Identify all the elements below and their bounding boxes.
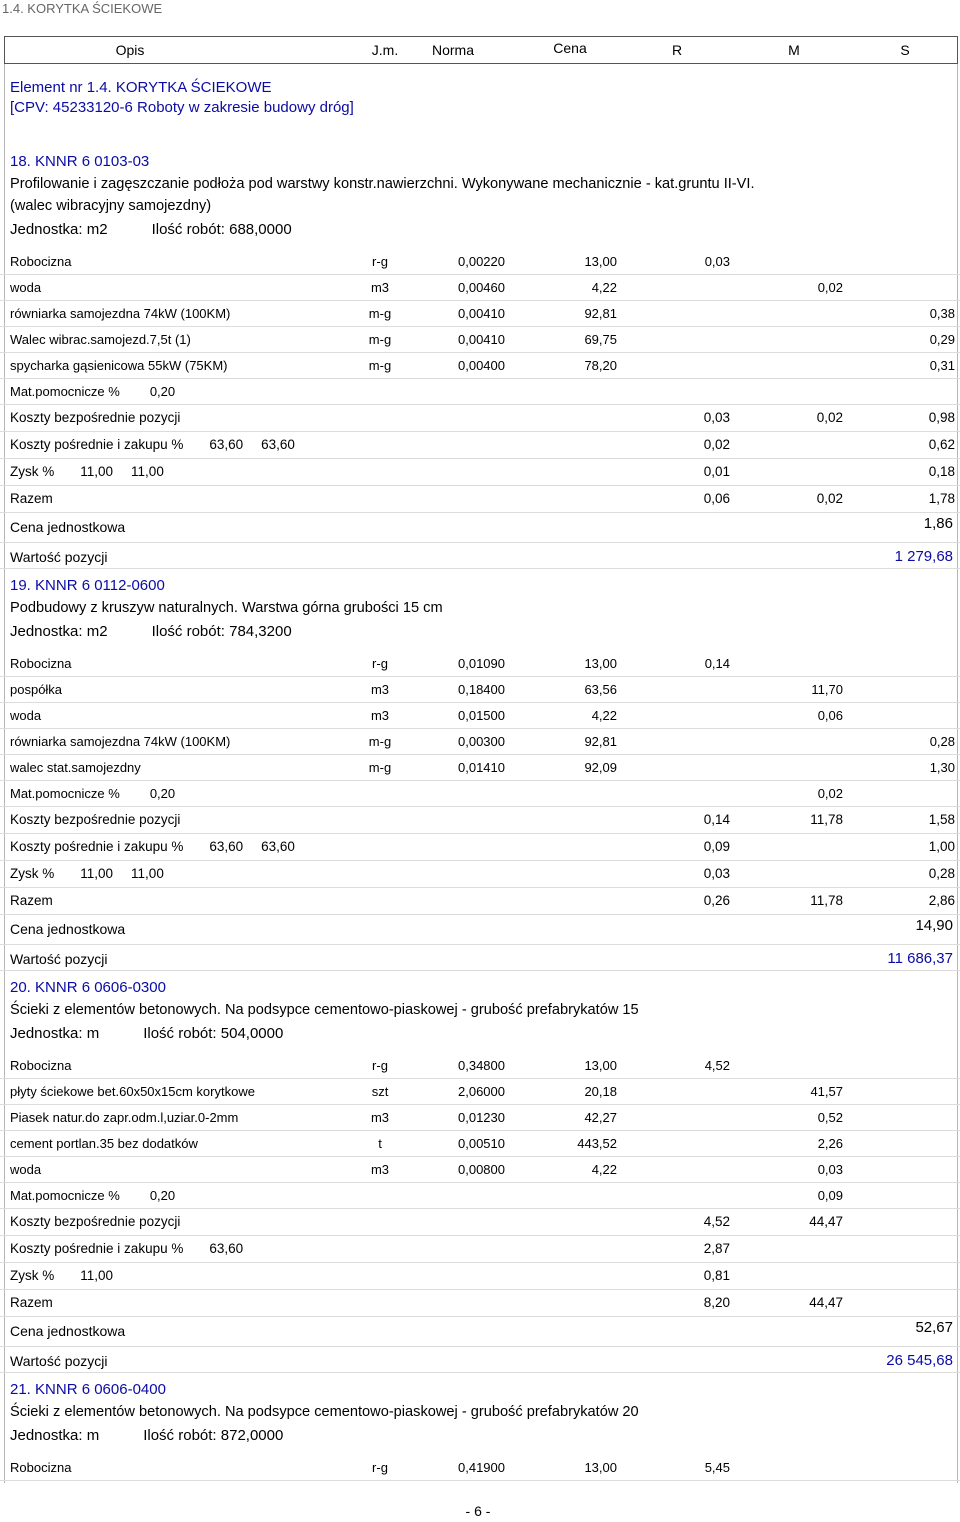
cost-equipment-s: 0,31 (929, 358, 955, 373)
auxiliary-materials-row (0, 1183, 960, 1209)
resource-price: 443,52 (577, 1136, 617, 1151)
resource-name: równiarka samojezdna 74kW (100KM) (10, 734, 231, 749)
resource-row (0, 651, 960, 677)
position-header: 18. KNNR 6 0103-03 (10, 153, 150, 170)
summary-percent: 63,60 (209, 839, 244, 854)
resource-norm: 0,00410 (458, 306, 505, 321)
position-description: Podbudowy z kruszyw naturalnych. Warstwa górna grubości 15 cm (10, 600, 443, 616)
unit-price-value: 52,67 (915, 1319, 953, 1336)
cost-labor-r: 4,52 (704, 1058, 730, 1073)
column-header-jm: J.m. (371, 42, 399, 58)
unit-price-label: Cena jednostkowa (10, 1323, 126, 1339)
position-total-label: Wartość pozycji (10, 951, 108, 967)
unit-price-label: Cena jednostkowa (10, 921, 126, 937)
cost-equipment-s: 0,28 (928, 866, 955, 881)
column-header-norma: Norma (431, 42, 474, 58)
resource-row (0, 755, 960, 781)
position-total-label: Wartość pozycji (10, 1353, 108, 1369)
cost-equipment-s: 1,00 (928, 839, 955, 854)
auxiliary-materials-row (0, 379, 960, 405)
resource-name: walec stat.samojezdny (10, 760, 141, 775)
unit-price-row (0, 1317, 960, 1347)
resource-name: płyty ściekowe bet.60x50x15cm korytkowe (10, 1084, 255, 1099)
resource-name: Walec wibrac.samojezd.7,5t (1) (10, 332, 191, 347)
resource-name: Robocizna (10, 254, 72, 269)
summary-label-group (10, 432, 295, 458)
positions-list (0, 150, 960, 1481)
resource-price: 4,22 (591, 708, 617, 723)
position-description: Profilowanie i zagęszczanie podłoża pod warstwy konstr.nawierzchni. Wykonywane mechanicznie - kat.gruntu II-VI. (10, 176, 755, 192)
unit-price-label: Cena jednostkowa (10, 519, 126, 535)
element-title: Element nr 1.4. KORYTKA ŚCIEKOWE (10, 79, 272, 96)
resource-unit: r-g (372, 1058, 388, 1073)
summary-row (0, 807, 960, 834)
cost-material-m: 44,47 (809, 1214, 843, 1229)
summary-percent: 63,60 (209, 1241, 244, 1256)
position-header: 19. KNNR 6 0112-0600 (10, 577, 165, 594)
position-total-value: 11 686,37 (887, 950, 953, 967)
cost-equipment-s: 0,98 (928, 410, 955, 425)
resource-row (0, 729, 960, 755)
summary-label: Razem (10, 491, 53, 506)
cost-material-m: 0,03 (817, 1162, 843, 1177)
summary-label-group (10, 807, 180, 833)
summary-label: Razem (10, 893, 53, 908)
summary-row (0, 432, 960, 459)
resource-row (0, 1455, 960, 1481)
auxiliary-materials-label-group (10, 781, 175, 807)
summary-label: Koszty pośrednie i zakupu % (10, 437, 184, 452)
summary-label: Zysk % (10, 866, 55, 881)
unit-price-row (0, 513, 960, 543)
resource-price: 78,20 (584, 358, 617, 373)
summary-percent: 11,00 (80, 866, 114, 881)
resource-norm: 0,00220 (458, 254, 505, 269)
cost-equipment-s: 0,18 (928, 464, 955, 479)
cost-labor-r: 5,45 (704, 1460, 730, 1475)
unit-label: Jednostka: m (10, 1427, 100, 1444)
resource-norm: 0,01090 (458, 656, 505, 671)
resource-row (0, 1053, 960, 1079)
summary-percent: 11,00 (80, 464, 114, 479)
resource-row (0, 677, 960, 703)
cost-labor-r: 8,20 (703, 1295, 730, 1310)
summary-label-group (10, 861, 164, 887)
unit-price-row (0, 915, 960, 945)
position-total-value: 26 545,68 (886, 1352, 953, 1369)
resource-unit: m-g (368, 306, 392, 321)
resource-price: 63,56 (584, 682, 617, 697)
position-description: Ścieki z elementów betonowych. Na podsypce cementowo-piaskowej - grubość prefabrykatów 15 (10, 1002, 639, 1018)
resource-price: 92,81 (584, 734, 617, 749)
auxiliary-materials-row (0, 781, 960, 807)
unit-label: Jednostka: m2 (10, 623, 108, 640)
quantity-label: Ilość robót: 688,0000 (151, 221, 292, 238)
column-header-cena: Cena (553, 40, 587, 56)
page-title: 1.4. KORYTKA ŚCIEKOWE (2, 1, 163, 16)
resource-norm: 0,18400 (458, 682, 505, 697)
summary-label-group (10, 834, 295, 860)
cost-material-m: 0,52 (817, 1110, 843, 1125)
resource-name: spycharka gąsienicowa 55kW (75KM) (10, 358, 228, 373)
summary-label-group (10, 1290, 53, 1316)
resource-price: 13,00 (584, 656, 617, 671)
resource-norm: 0,00410 (458, 332, 505, 347)
summary-label-group (10, 888, 53, 914)
position-unit-row (0, 1021, 960, 1047)
resource-price: 13,00 (584, 254, 617, 269)
column-header-m: M (788, 42, 800, 58)
resource-unit: m3 (370, 1110, 390, 1125)
cost-material-m: 0,02 (816, 410, 843, 425)
unit-price-value: 14,90 (915, 917, 953, 934)
resource-name: Robocizna (10, 1460, 72, 1475)
cost-equipment-s: 0,38 (929, 306, 955, 321)
auxiliary-materials-label: Mat.pomocnicze % (10, 1188, 120, 1203)
resource-price: 69,75 (584, 332, 617, 347)
resource-price: 13,00 (584, 1460, 617, 1475)
cost-material-m: 11,78 (810, 893, 843, 908)
summary-percent: 11,00 (80, 1268, 114, 1283)
resource-price: 92,81 (584, 306, 617, 321)
resource-price: 42,27 (584, 1110, 617, 1125)
summary-percent: 11,00 (131, 866, 164, 881)
cost-equipment-s: 0,62 (928, 437, 955, 452)
summary-percent: 63,60 (261, 437, 295, 452)
resource-row (0, 275, 960, 301)
resource-norm: 0,00300 (458, 734, 505, 749)
position-header: 21. KNNR 6 0606-0400 (10, 1381, 166, 1398)
position-block (0, 1378, 960, 1481)
cost-labor-r: 4,52 (703, 1214, 730, 1229)
resource-row (0, 1105, 960, 1131)
summary-percent: 11,00 (131, 464, 164, 479)
summary-label-group (10, 405, 180, 431)
cost-material-m: 0,06 (817, 708, 843, 723)
summary-row (0, 834, 960, 861)
auxiliary-materials-percent: 0,20 (149, 786, 176, 801)
summary-percent: 63,60 (261, 839, 295, 854)
position-header: 20. KNNR 6 0606-0300 (10, 979, 166, 996)
position-total-row (0, 1347, 960, 1373)
resource-norm: 0,01500 (458, 708, 505, 723)
quantity-label: Ilość robót: 504,0000 (143, 1025, 284, 1042)
cost-labor-r: 0,09 (703, 839, 730, 854)
unit-label: Jednostka: m2 (10, 221, 108, 238)
cost-equipment-s: 1,30 (929, 760, 955, 775)
cost-equipment-s: 1,78 (928, 491, 955, 506)
cost-labor-r: 0,26 (703, 893, 730, 908)
resource-name: woda (10, 1162, 42, 1177)
resource-unit: r-g (372, 1460, 388, 1475)
cost-material-m: 44,47 (809, 1295, 843, 1310)
resource-unit: m-g (368, 358, 392, 373)
position-description: Ścieki z elementów betonowych. Na podsypce cementowo-piaskowej - grubość prefabrykatów 20 (10, 1404, 639, 1420)
cost-material-m: 11,78 (810, 812, 843, 827)
position-total-row (0, 945, 960, 971)
cost-labor-r: 0,03 (704, 254, 730, 269)
position-block (0, 976, 960, 1373)
summary-label: Razem (10, 1295, 53, 1310)
resource-unit: m-g (368, 760, 392, 775)
resource-unit: m-g (368, 332, 392, 347)
resource-unit: m-g (368, 734, 392, 749)
cost-labor-r: 2,87 (703, 1241, 730, 1256)
resource-row (0, 249, 960, 275)
resource-row (0, 301, 960, 327)
summary-row (0, 1236, 960, 1263)
element-cpv: [CPV: 45233120-6 Roboty w zakresie budowy dróg] (10, 99, 354, 116)
cost-material-m: 0,02 (817, 280, 843, 295)
column-header-opis: Opis (115, 42, 145, 58)
resource-unit: r-g (372, 656, 388, 671)
summary-row (0, 459, 960, 486)
resource-price: 20,18 (584, 1084, 617, 1099)
position-total-row (0, 543, 960, 569)
summary-label: Koszty bezpośrednie pozycji (10, 812, 181, 827)
summary-label-group (10, 1209, 180, 1235)
summary-label: Koszty pośrednie i zakupu % (10, 839, 184, 854)
cost-material-m: 0,09 (817, 1188, 843, 1203)
cost-material-m: 11,70 (811, 682, 843, 697)
resource-unit: szt (371, 1084, 389, 1099)
column-header-row (4, 36, 958, 64)
summary-row (0, 861, 960, 888)
quantity-label: Ilość robót: 872,0000 (143, 1427, 284, 1444)
summary-row (0, 1209, 960, 1236)
summary-label: Zysk % (10, 1268, 55, 1283)
resource-norm: 0,00460 (458, 280, 505, 295)
resource-unit: m3 (370, 682, 390, 697)
position-unit-row (0, 217, 960, 243)
unit-label: Jednostka: m (10, 1025, 100, 1042)
cost-labor-r: 0,81 (703, 1268, 730, 1283)
summary-row (0, 405, 960, 432)
element-heading (10, 78, 354, 118)
summary-row (0, 888, 960, 915)
auxiliary-materials-percent: 0,20 (149, 384, 176, 399)
auxiliary-materials-label: Mat.pomocnicze % (10, 384, 120, 399)
resource-norm: 0,34800 (458, 1058, 505, 1073)
position-description: (walec wibracyjny samojezdny) (10, 198, 212, 214)
auxiliary-materials-label: Mat.pomocnicze % (10, 786, 120, 801)
position-block (0, 574, 960, 971)
auxiliary-materials-label-group (10, 1183, 175, 1209)
resource-norm: 0,00800 (458, 1162, 505, 1177)
position-total-label: Wartość pozycji (10, 549, 108, 565)
summary-row (0, 1263, 960, 1290)
summary-label: Koszty bezpośrednie pozycji (10, 410, 181, 425)
resource-norm: 0,01410 (458, 760, 505, 775)
resource-unit: m3 (370, 708, 390, 723)
summary-label-group (10, 486, 53, 512)
resource-norm: 0,00510 (458, 1136, 505, 1151)
unit-price-value: 1,86 (923, 515, 953, 532)
resource-name: Robocizna (10, 1058, 72, 1073)
summary-label-group (10, 459, 164, 485)
resource-row (0, 1157, 960, 1183)
page-number: - 6 - (465, 1503, 491, 1519)
resource-name: cement portlan.35 bez dodatków (10, 1136, 198, 1151)
resource-price: 4,22 (591, 280, 617, 295)
resource-row (0, 327, 960, 353)
position-unit-row (0, 619, 960, 645)
cost-equipment-s: 0,28 (929, 734, 955, 749)
resource-unit: t (378, 1136, 382, 1151)
resource-unit: m3 (370, 280, 390, 295)
resource-norm: 2,06000 (458, 1084, 505, 1099)
resource-name: Robocizna (10, 656, 72, 671)
cost-material-m: 0,02 (817, 786, 843, 801)
quantity-label: Ilość robót: 784,3200 (151, 623, 292, 640)
resource-name: woda (10, 280, 42, 295)
resource-norm: 0,01230 (458, 1110, 505, 1125)
cost-labor-r: 0,02 (703, 437, 730, 452)
resource-price: 4,22 (591, 1162, 617, 1177)
resource-name: równiarka samojezdna 74kW (100KM) (10, 306, 231, 321)
position-unit-row (0, 1423, 960, 1449)
resource-name: pospółka (10, 682, 63, 697)
summary-label-group (10, 1236, 243, 1262)
cost-material-m: 41,57 (810, 1084, 843, 1099)
resource-row (0, 1079, 960, 1105)
cost-labor-r: 0,03 (703, 866, 730, 881)
cost-labor-r: 0,03 (703, 410, 730, 425)
resource-unit: m3 (370, 1162, 390, 1177)
cost-labor-r: 0,14 (703, 812, 730, 827)
resource-norm: 0,41900 (458, 1460, 505, 1475)
resource-name: Piasek natur.do zapr.odm.l,uziar.0-2mm (10, 1110, 239, 1125)
cost-labor-r: 0,01 (703, 464, 730, 479)
summary-label-group (10, 1263, 113, 1289)
cost-labor-r: 0,14 (704, 656, 730, 671)
resource-row (0, 703, 960, 729)
resource-row (0, 353, 960, 379)
auxiliary-materials-percent: 0,20 (149, 1188, 176, 1203)
summary-percent: 63,60 (209, 437, 244, 452)
cost-material-m: 0,02 (816, 491, 843, 506)
summary-label: Koszty bezpośrednie pozycji (10, 1214, 181, 1229)
resource-row (0, 1131, 960, 1157)
column-header-s: S (900, 42, 910, 58)
summary-label: Koszty pośrednie i zakupu % (10, 1241, 184, 1256)
position-block (0, 150, 960, 569)
resource-unit: r-g (372, 254, 388, 269)
summary-label: Zysk % (10, 464, 55, 479)
resource-name: woda (10, 708, 42, 723)
auxiliary-materials-label-group (10, 379, 175, 405)
summary-row (0, 1290, 960, 1317)
cost-equipment-s: 0,29 (929, 332, 955, 347)
cost-labor-r: 0,06 (703, 491, 730, 506)
column-header-r: R (671, 42, 683, 58)
resource-price: 13,00 (584, 1058, 617, 1073)
resource-norm: 0,00400 (458, 358, 505, 373)
cost-equipment-s: 1,58 (928, 812, 955, 827)
cost-material-m: 2,26 (817, 1136, 843, 1151)
cost-equipment-s: 2,86 (928, 893, 955, 908)
summary-row (0, 486, 960, 513)
resource-price: 92,09 (584, 760, 617, 775)
position-total-value: 1 279,68 (894, 548, 953, 565)
